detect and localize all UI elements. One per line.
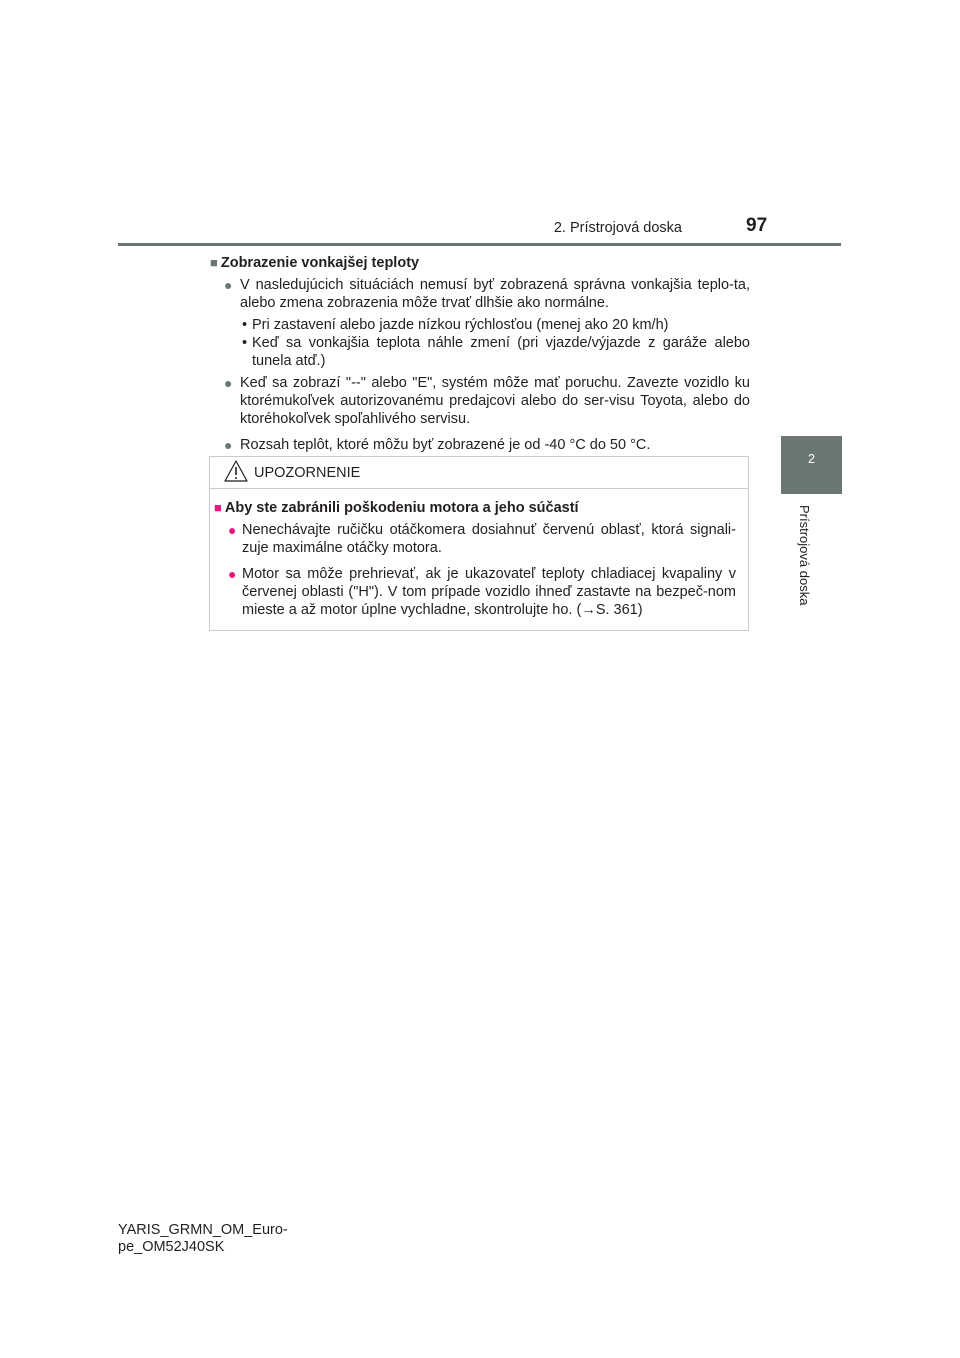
small-bullet-icon: • <box>242 335 248 351</box>
sub-list-item: • Pri zastavení alebo jazde nízkou rýchlosťou (menej ako 20 km/h) <box>242 317 669 333</box>
list-item: ● Motor sa môže prehrievať, ak je ukazovateľ teploty chladiacej kvapaliny v červenej oblasti ("H"). V tom prípade vozidlo ihneď zastavte na bezpeč-nom mieste a až motor úplne vychladne, skontrolujte ho. (→S. 361) <box>228 566 736 618</box>
square-bullet-icon: ■ <box>214 500 222 515</box>
circle-bullet-icon: ● <box>224 437 233 453</box>
circle-bullet-icon: ● <box>228 522 237 538</box>
chapter-tab-number: 2 <box>808 452 815 466</box>
list-item: ● V nasledujúcich situáciách nemusí byť zobrazená správna vonkajšia teplo-ta, alebo zmena zobrazenia môže trvať dlhšie ako normálne. • Pri zastavení alebo jazde nízkou rýchlosťou (menej ako 20 km/h) • Keď sa vonkajšia teplota náhle zmení (pri vjazde/výjazde z garáže alebo tunela atď.) <box>210 276 750 370</box>
header-rule <box>118 243 841 246</box>
chapter-tab-label: Prístrojová doska <box>797 505 812 606</box>
page-number: 97 <box>746 215 768 236</box>
warning-box <box>209 456 749 631</box>
square-bullet-icon: ■ <box>210 255 218 270</box>
document-code-line: pe_OM52J40SK <box>118 1239 225 1255</box>
circle-bullet-icon: ● <box>228 566 237 582</box>
list-item: ● Keď sa zobrazí "--" alebo "E", systém môže mať poruchu. Zavezte vozidlo ku ktorémukoľvek autorizovanému predajcovi alebo do ser-visu Toyota, alebo do ktoréhokoľvek spoľahlivého servisu. <box>224 375 750 427</box>
warning-triangle-icon <box>224 460 248 487</box>
list-item: ● Nenechávajte ručičku otáčkomera dosiahnuť červenú oblasť, ktorá signali-zuje maximálne otáčky motora. <box>228 522 736 556</box>
small-bullet-icon: • <box>242 317 248 333</box>
warning-heading: ■ Aby ste zabránili poškodeniu motora a jeho súčastí <box>214 500 579 516</box>
warning-title-row <box>210 457 748 489</box>
sub-list-item: • Keď sa vonkajšia teplota náhle zmení (pri vjazde/výjazde z garáže alebo tunela atď.) <box>242 335 750 369</box>
sub-list <box>210 316 750 370</box>
circle-bullet-icon: ● <box>224 277 233 293</box>
header-title: 2. Prístrojová doska <box>553 220 682 236</box>
circle-bullet-icon: ● <box>224 375 233 391</box>
document-code-line: YARIS_GRMN_OM_Euro- <box>118 1222 288 1238</box>
warning-content <box>210 499 744 619</box>
chapter-tab <box>781 436 842 494</box>
section-content <box>210 254 750 454</box>
warning-title: UPOZORNENIE <box>254 465 361 481</box>
section-heading: ■ Zobrazenie vonkajšej teploty <box>210 255 420 271</box>
list-item: ● Rozsah teplôt, ktoré môžu byť zobrazené je od -40 °C do 50 °C. <box>224 437 651 453</box>
document-code <box>118 1222 288 1256</box>
